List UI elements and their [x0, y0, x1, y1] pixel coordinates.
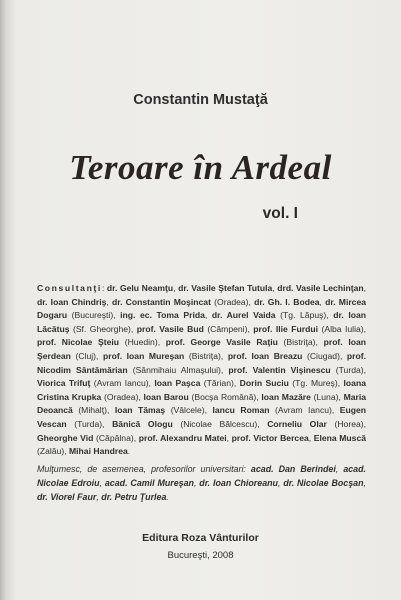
consultant-name: Eugen Vescan	[37, 405, 367, 429]
acknowledgement-names: acad. Dan Berindei, acad. Nicolae Edroiu, acad. Camil Mureşan, dr. Ioan Chioreanu, dr. Nicolae Bocşan, dr. Viorel Faur, dr. Petru Ţurlea.	[37, 464, 367, 502]
consultant-name: prof. Vasile Bud	[136, 323, 204, 334]
consultant-list: dr. Gelu Neamţu, dr. Vasile Ştefan Tutula, drd. Vasile Lechinţan, dr. Ioan Chindriş, dr. Constantin Moşincat (Oradea), dr. Gh. I. Bodea, dr. Mircea Dogaru (Bucureşti), ing. ec. Toma Prida, dr. Aurel Vaida (Tg. Lăpuş), dr. Ioan Lăcătuş (Sf. Gheorghe), prof. Vasile Bud (Câmpeni), prof. Ilie Furdui (Alba Iulia), prof. Nicolae Şteiu (Huedin), prof. George Vasile Raţiu (Bistriţa), prof. Ioan Şerdean (Cluj), prof. Ioan Mureşan (Bistriţa), prof. Ioan Breazu (Ciugad), prof. Nicodim Sântămărian (Sânmihaiu Almaşului), prof. Valentin Vişinescu (Turda), Viorica Trifuţ (Avram Iancu), Ioan Paşca (Tărian), Dorin Suciu (Tg. Mureş), Ioana Cristina Krupka (Oradea), Ioan Barou (Bocşa Română), Ioan Mazăre (Luna), Maria Deoancă (Mihalţ), Ioan Tămaş (Vâlcele), Iancu Roman (Avram Iancu), Eugen Vescan (Turda), Bănică Ologu (Nicolae Bălcescu), Corneliu Olar (Horea), Gheorghe Vid (Căpâlna), prof. Alexandru Matei, prof. Victor Bercea, Elena Muscă (Zalău), Mihai Handrea.	[37, 283, 367, 457]
consultant-place: (Avram Iancu)	[93, 378, 149, 389]
consultant-name: Elena Muscă	[313, 432, 367, 443]
acknowledged-professor: acad. Nicolae Edroiu	[37, 464, 367, 488]
consultant-name: Viorica Trifuţ	[37, 378, 91, 389]
acknowledged-professor: dr. Viorel Faur	[37, 492, 97, 502]
consultant-name: Maria Deoancă	[37, 391, 367, 416]
consultant-place: (Oradea)	[214, 296, 249, 307]
consultant-place: (Oradea)	[104, 391, 139, 402]
consultants-heading: Consultanţi	[37, 283, 102, 293]
consultant-name: dr. Ioan Lăcătuş	[37, 310, 367, 334]
book-title: Teroare în Ardeal	[69, 148, 332, 187]
consultant-place: (Huedin)	[124, 337, 158, 348]
consultant-place: (Alba Iulia)	[321, 323, 364, 334]
consultant-place: (Bucureşti)	[71, 310, 114, 321]
consultant-name: dr. Gelu Neamţu	[106, 283, 174, 293]
consultant-name: dr. Aurel Vaida	[211, 310, 276, 321]
consultant-name: prof. Ioan Şerdean	[37, 337, 367, 361]
consultant-name: dr. Vasile Ştefan Tutula	[178, 283, 273, 293]
consultant-place: (Cluj)	[75, 350, 97, 361]
consultant-name: dr. Constantin Moşincat	[111, 296, 211, 307]
consultant-name: Ioan Tămaş	[114, 405, 166, 416]
publication-city-year: Bucureşti, 2008	[167, 550, 234, 561]
consultant-place: (Bistriţa)	[188, 350, 221, 361]
acknowledged-professor: dr. Nicolae Bocşan	[283, 478, 364, 488]
consultant-name: prof. Ioan Breazu	[227, 350, 303, 361]
consultant-place: (Luna)	[313, 391, 339, 402]
consultant-name: prof. Ilie Furdui	[253, 323, 318, 334]
consultant-place: (Căpâlna)	[95, 432, 134, 443]
consultant-name: dr. Ioan Chindriş	[37, 296, 107, 307]
consultant-name: Corneliu Olar	[267, 418, 327, 429]
consultant-name: prof. Nicolae Şteiu	[37, 337, 120, 348]
consultant-place: (Vâlcele)	[170, 405, 205, 416]
consultant-place: (Turda)	[74, 418, 103, 429]
consultant-place: (Tg. Lăpuş)	[280, 310, 327, 321]
publisher-name: Editura Roza Vânturilor	[142, 532, 259, 544]
consultant-name: Ioan Mazăre	[261, 391, 311, 402]
consultant-place: (Tărian)	[203, 378, 234, 389]
consultant-name: prof. Valentin Vişinescu	[228, 364, 331, 375]
consultant-name: prof. George Vasile Raţiu	[165, 337, 278, 348]
consultant-name: ing. ec. Toma Prida	[120, 310, 205, 321]
acknowledged-professor: acad. Camil Mureşan	[104, 478, 194, 488]
consultant-name: Iancu Roman	[212, 405, 270, 416]
acknowledgement-paragraph	[37, 462, 366, 504]
consultant-name: Ioan Barou	[143, 391, 189, 402]
consultant-name: Dorin Suciu	[239, 378, 289, 389]
consultant-name: prof. Alexandru Matei	[138, 432, 227, 443]
acknowledgement-intro: Mulţumesc, de asemenea, profesorilor universitari:	[37, 464, 246, 474]
consultant-name: Bănică Ologu	[112, 418, 173, 429]
consultant-name: prof. Victor Bercea	[231, 432, 309, 443]
consultant-name: Ioan Paşca	[154, 378, 201, 389]
consultant-name: prof. Nicodim Sântămărian	[37, 350, 366, 375]
consultant-place: (Sf. Gheorghe)	[72, 323, 131, 334]
author-name: Constantin Mustaţă	[133, 92, 268, 108]
consultant-name: prof. Ioan Mureşan	[103, 350, 185, 361]
consultant-place: (Horea)	[334, 418, 364, 429]
volume-label: vol. I	[262, 205, 298, 222]
consultant-name: dr. Mircea Dogaru	[37, 296, 367, 321]
consultant-name: Ioana Cristina Krupka	[37, 378, 366, 402]
consultant-place: (Avram Iancu)	[275, 405, 332, 416]
consultant-place: (Ciugad)	[306, 350, 340, 361]
acknowledged-professor: dr. Ioan Chioreanu	[199, 478, 278, 488]
consultant-place: (Zalău)	[37, 446, 65, 457]
consultant-name: dr. Gh. I. Bodea	[254, 296, 320, 307]
consultant-place: (Sânmihaiu Almaşului)	[132, 364, 221, 375]
consultant-place: (Mihalţ)	[78, 405, 107, 416]
consultant-place: (Turda)	[335, 364, 364, 375]
consultant-place: (Bistriţa)	[283, 337, 316, 348]
consultant-name: Mihai Handrea	[69, 446, 128, 457]
consultant-name: drd. Vasile Lechinţan	[277, 283, 364, 293]
acknowledged-professor: dr. Petru Ţurlea	[101, 492, 167, 502]
colon-separator: :	[101, 283, 107, 293]
consultant-place: (Tg. Mureş)	[292, 378, 338, 389]
consultant-place: (Nicolae Bălcescu)	[180, 418, 258, 429]
consultants-paragraph	[37, 282, 366, 459]
acknowledged-professor: acad. Dan Berindei	[250, 464, 336, 474]
consultant-place: (Bocşa Română)	[191, 391, 257, 402]
consultant-name: Gheorghe Vid	[37, 432, 94, 443]
consultant-place: (Câmpeni)	[207, 323, 248, 334]
